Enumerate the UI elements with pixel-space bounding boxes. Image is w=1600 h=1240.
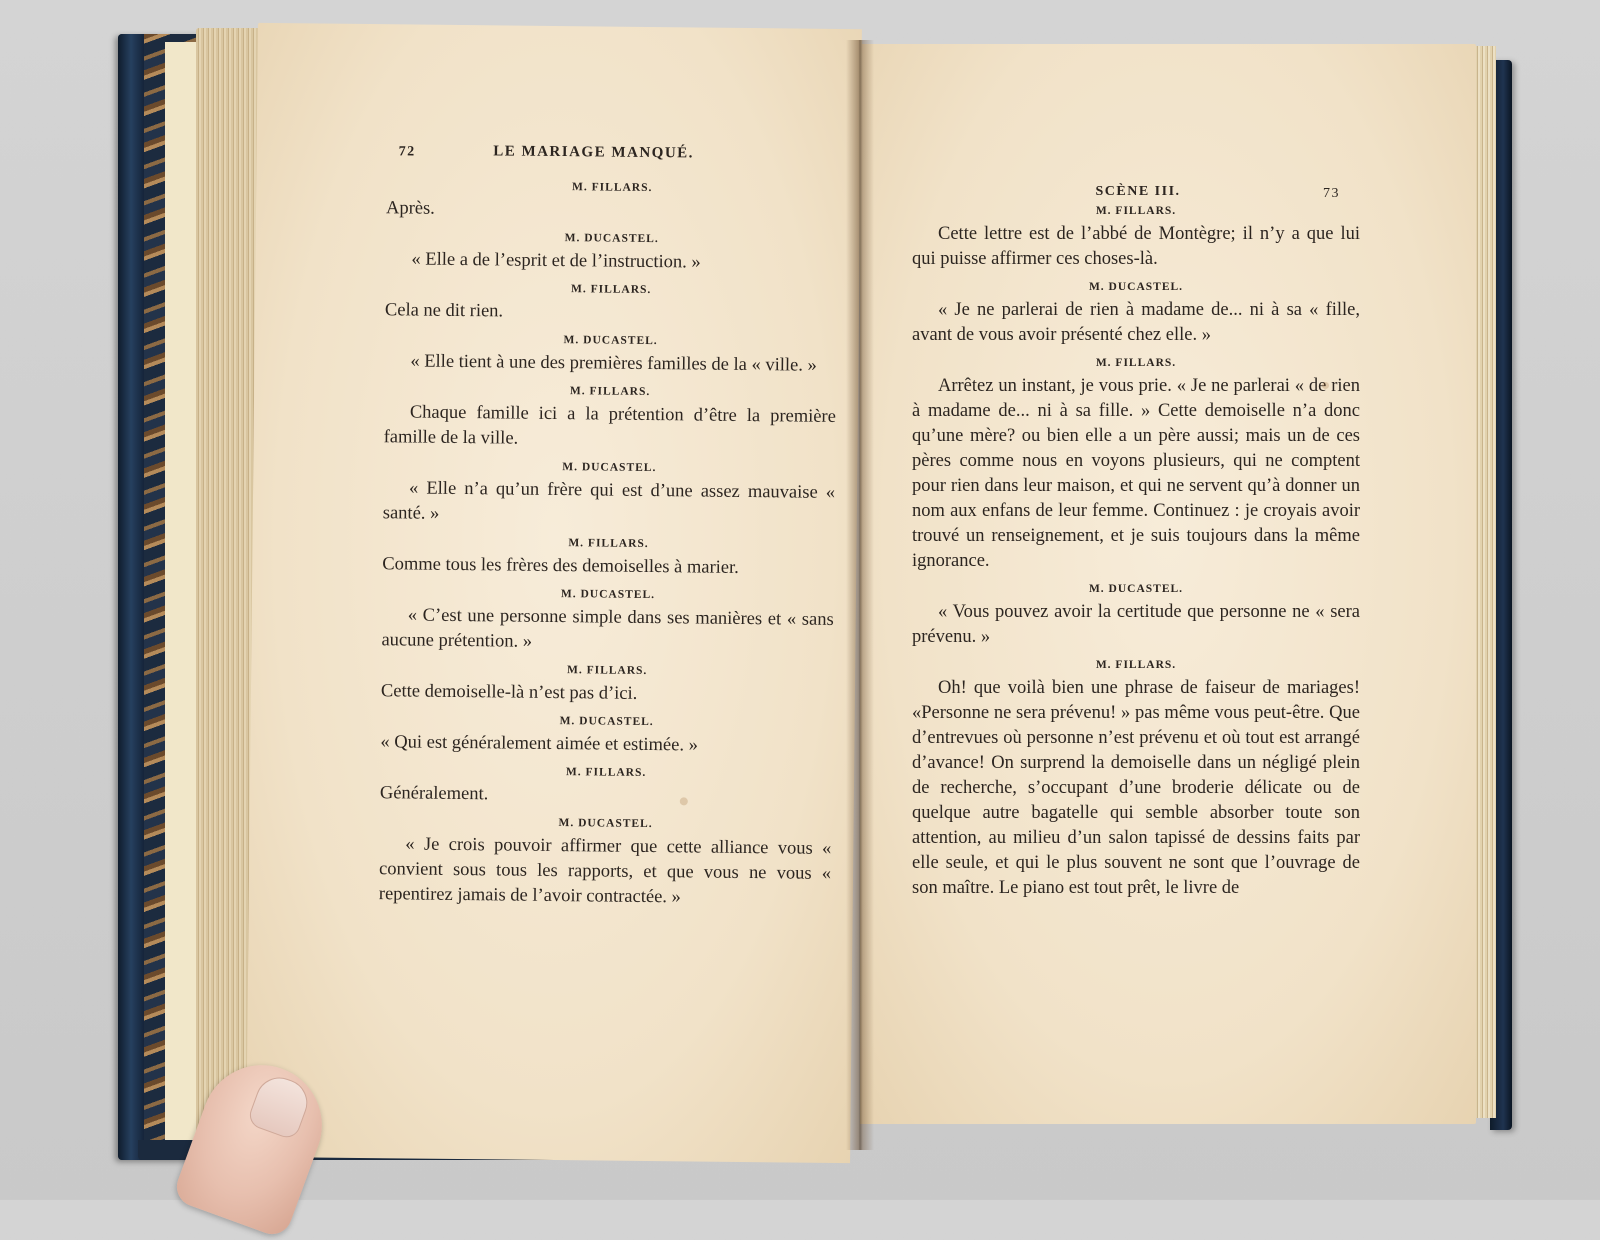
dialogue-line: Chaque famille ici a la prétention d’être la première famille de la ville. — [383, 402, 836, 449]
right-page — [860, 44, 1476, 1124]
speaker-name: M. FILLARS. — [566, 664, 648, 677]
speaker-name: M. DUCASTEL. — [564, 232, 659, 246]
dialogue-line: Cette demoiselle-là n’est pas d’ici. — [380, 681, 638, 704]
dialogue-line: Cela ne dit rien. — [384, 300, 504, 322]
speaker-name: M. DUCASTEL. — [563, 334, 658, 348]
speaker-name: M. FILLARS. — [1095, 659, 1177, 671]
speaker-name: M. DUCASTEL. — [559, 715, 654, 729]
dialogue-line: Cette lettre est de l’abbé de Montègre; il n’y a que lui qui puisse affirmer ces choses-là. — [912, 224, 1360, 269]
dialogue-line: « Je ne parlerai de rien à madame de... ni à sa « fille, avant de vous avoir présenté chez elle. » — [912, 300, 1360, 345]
dialogue-line: « Qui est généralement aimée et estimée. » — [380, 732, 698, 756]
speaker-name: M. DUCASTEL. — [562, 461, 657, 475]
left-page-text — [379, 174, 839, 918]
left-page — [246, 23, 862, 1163]
speaker-name: M. DUCASTEL. — [1088, 281, 1184, 293]
dialogue-line: « Elle n’a qu’un frère qui est d’une assez mauvaise « santé. » — [382, 478, 836, 524]
dialogue-line: Après. — [385, 198, 435, 219]
dialogue-line: Comme tous les frères des demoiselles à marier. — [382, 554, 739, 578]
dialogue-line: Oh! que voilà bien une phrase de faiseur de mariages! «Personne ne sera prévenu! » pas même vous peut-être. Que d’entrevues où personne n’est prévenu et où tout est arrangé d’avance! On surprend la demoiselle dans un négligé plein de recherche, s’occupant d’une broderie délicate ou de quelque autre bagatelle qui semble absorber toute son attention, au milieu d’un salon tapissé de dessins faits par elle seule, et qui le plus souvent ne sont que l’ouvrage de son maître. Le piano est tout prêt, le livre de — [912, 678, 1360, 898]
speaker-name: M. DUCASTEL. — [1088, 583, 1184, 595]
speaker-name: M. FILLARS. — [569, 385, 651, 398]
dialogue-line: « Je crois pouvoir affirmer que cette alliance vous « convient sous tous les rapports, et que vous ne vous « repentirez jamais de l’avoir contractée. » — [378, 834, 832, 908]
cover-edge-left — [118, 34, 144, 1160]
book-gutter — [846, 40, 874, 1150]
speaker-name: M. FILLARS. — [568, 537, 649, 550]
speaker-name: M. FILLARS. — [1095, 357, 1177, 369]
dialogue-line: « Elle a de l’esprit et de l’instruction. » — [411, 249, 701, 273]
speaker-name: M. DUCASTEL. — [560, 588, 656, 602]
foxing-spot — [1322, 382, 1329, 389]
dialogue-line: Généralement. — [379, 783, 489, 805]
right-page-text — [912, 200, 1360, 907]
dialogue-line: « C’est une personne simple dans ses manières et « sans aucune prétention. » — [381, 605, 834, 652]
right-page-number: 73 — [1323, 186, 1340, 201]
dialogue-line: « Elle tient à une des premières familles de la « ville. » — [410, 351, 817, 376]
speaker-name: M. DUCASTEL. — [558, 817, 653, 831]
foxing-spot — [680, 797, 688, 805]
dialogue-line: Arrêtez un instant, je vous prie. « Je ne parlerai « de rien à madame de... ni à sa fille. » Cette demoiselle n’a donc qu’une mère? ou bien elle a un père aussi; mais un de ces pères comme nous en voyons plusieurs, qui ne comptent pour rien dans leur maison, et qui ne servent qu’à donner un nom aux enfans de leur femme. Continuez : je croyais avoir trouvé un renseignement, et je suis toujours dans la même ignorance. — [912, 376, 1360, 571]
speaker-name: M. FILLARS. — [570, 283, 652, 297]
right-running-title: SCÈNE III. — [1095, 184, 1181, 199]
speaker-name: M. FILLARS. — [1095, 205, 1177, 217]
speaker-name: M. FILLARS. — [565, 766, 647, 779]
left-running-title: LE MARIAGE MANQUÉ. — [493, 143, 695, 162]
speaker-name: M. FILLARS. — [572, 181, 653, 195]
dialogue-line: « Vous pouvez avoir la certitude que personne ne « sera prévenu. » — [912, 602, 1360, 647]
left-page-number: 72 — [398, 144, 416, 160]
left-running-head — [256, 141, 860, 171]
